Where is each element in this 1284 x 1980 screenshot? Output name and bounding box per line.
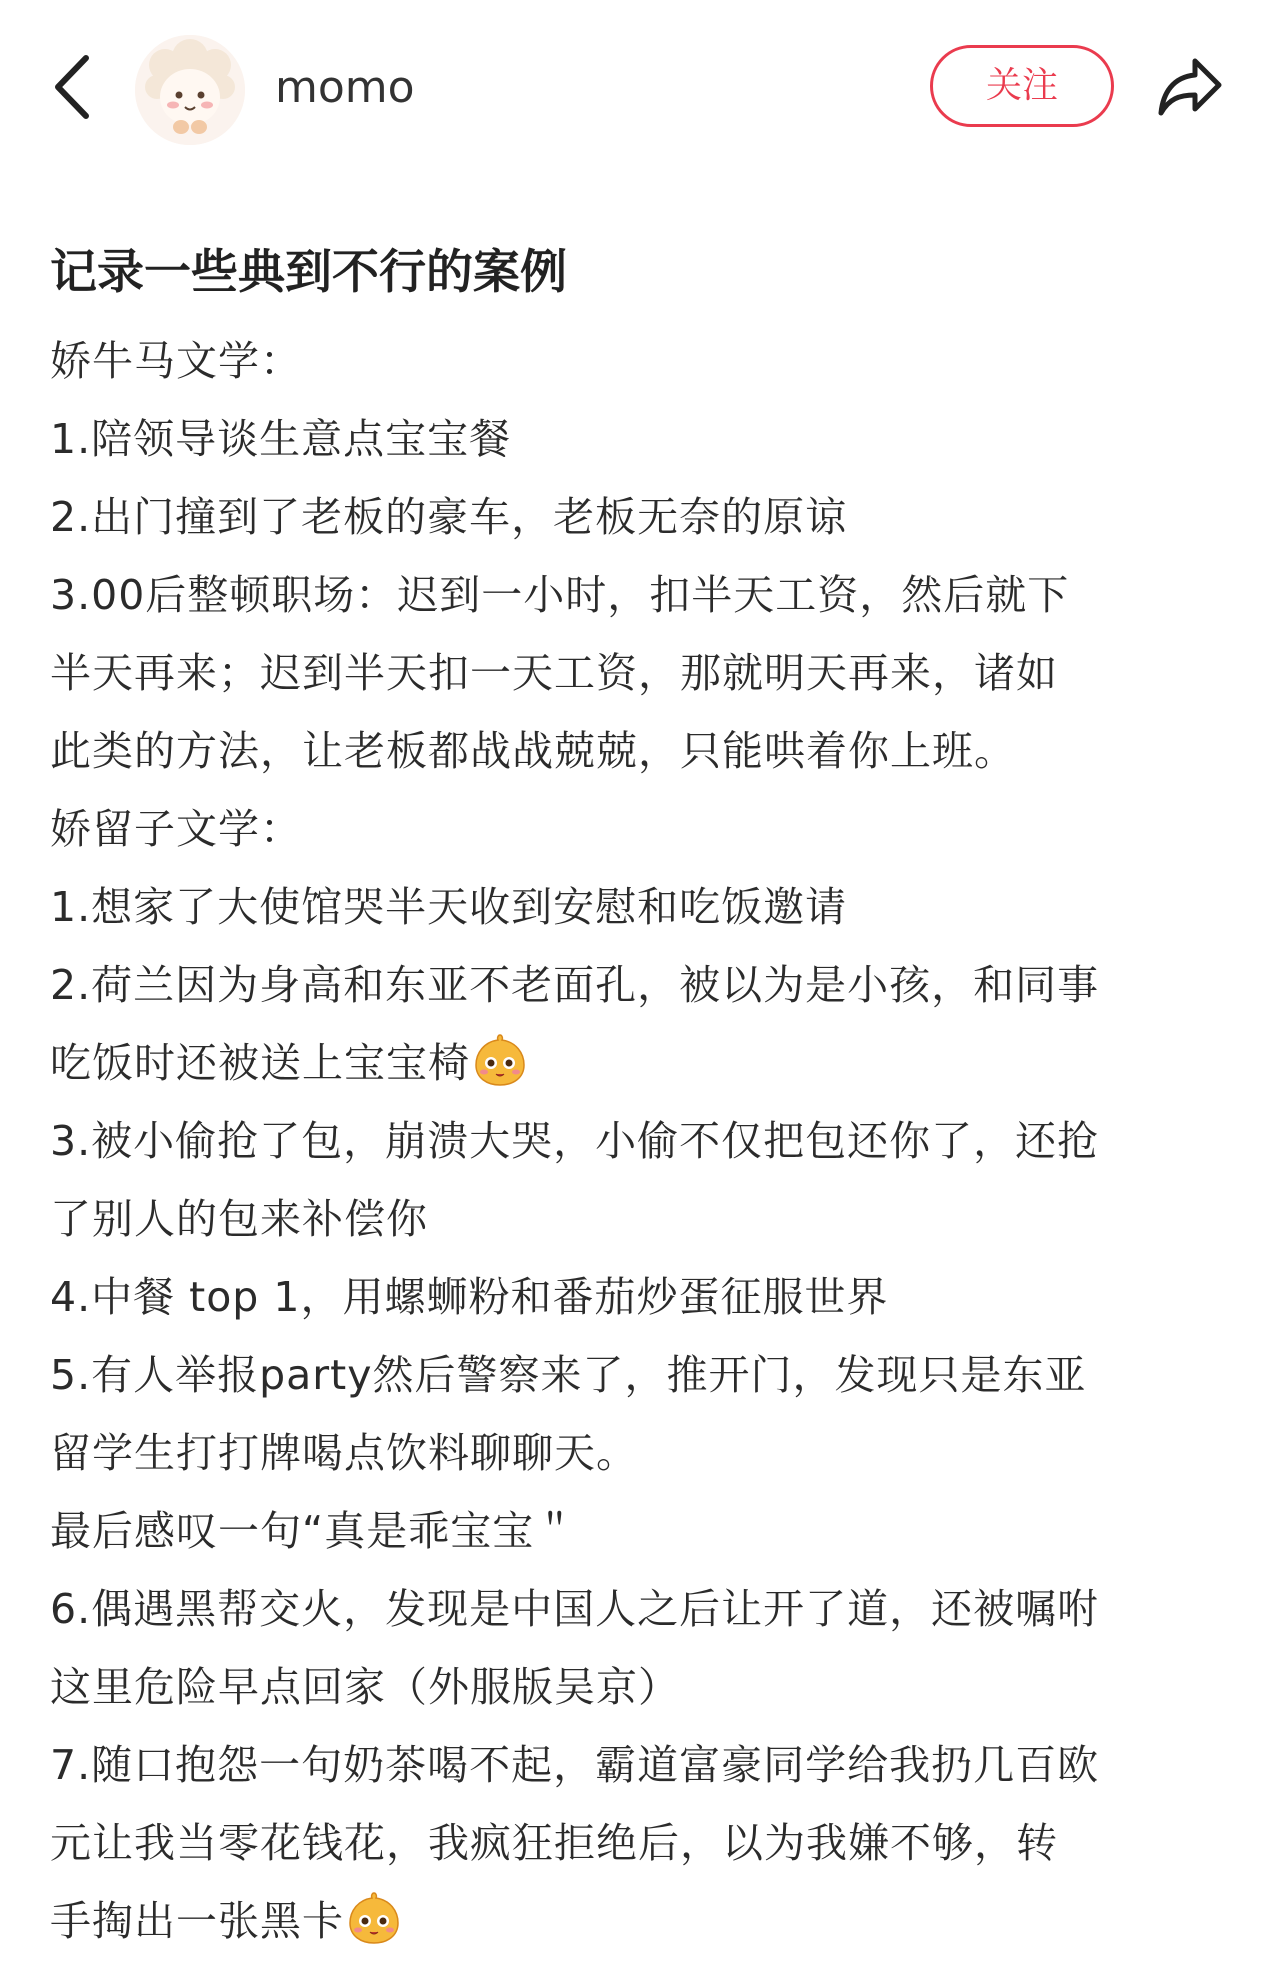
cute-face-emoji-icon <box>472 1031 528 1087</box>
post-line: 5.有人举报party然后警察来了，推开门，发现只是东亚 <box>50 1351 1087 1399</box>
post-line-with-emoji <box>50 1024 1250 1102</box>
author-name[interactable]: momo <box>275 62 415 113</box>
post-line: 了别人的包来补偿你 <box>50 1195 428 1243</box>
follow-button[interactable]: 关注 <box>930 45 1114 127</box>
post-line: 半天再来；迟到半天扣一天工资，那就明天再来，诸如 <box>50 649 1058 697</box>
post-line-with-emoji <box>50 1882 1250 1960</box>
post-line: 娇牛马文学： <box>50 337 302 385</box>
post-line: 娇留子文学： <box>50 805 302 853</box>
post-content <box>50 238 1250 1960</box>
post-line: 此类的方法，让老板都战战兢兢，只能哄着你上班。 <box>50 727 1016 775</box>
post-line: 这里危险早点回家（外服版吴京） <box>50 1663 680 1711</box>
post-line: 留学生打打牌喝点饮料聊聊天。 <box>50 1429 638 1477</box>
chevron-left-icon <box>48 52 98 122</box>
cute-face-emoji-icon <box>346 1889 402 1945</box>
post-line: 3.被小偷抢了包，崩溃大哭，小偷不仅把包还你了，还抢 <box>50 1117 1100 1165</box>
post-line-text: 手掏出一张黑卡 <box>50 1897 344 1945</box>
post-line: 3.00后整顿职场：迟到一小时，扣半天工资，然后就下 <box>50 571 1070 619</box>
share-button[interactable] <box>1155 55 1225 119</box>
post-line: 元让我当零花钱花，我疯狂拒绝后，以为我嫌不够，转 <box>50 1819 1058 1867</box>
top-bar <box>0 0 1284 175</box>
avatar[interactable] <box>135 35 245 145</box>
post-line: 7.随口抱怨一句奶茶喝不起，霸道富豪同学给我扔几百欧 <box>50 1741 1100 1789</box>
sheep-avatar-icon <box>135 35 245 145</box>
post-line: 6.偶遇黑帮交火，发现是中国人之后让开了道，还被嘱咐 <box>50 1585 1100 1633</box>
post-line: 1.想家了大使馆哭半天收到安慰和吃饭邀请 <box>50 883 848 931</box>
share-arrow-icon <box>1155 55 1225 119</box>
post-line: 4.中餐 top 1，用螺蛳粉和番茄炒蛋征服世界 <box>50 1273 889 1321</box>
post-line-text: 吃饭时还被送上宝宝椅 <box>50 1039 470 1087</box>
post-line: 2.荷兰因为身高和东亚不老面孔，被以为是小孩，和同事 <box>50 961 1100 1009</box>
back-button[interactable] <box>48 52 98 122</box>
post-line: 2.出门撞到了老板的豪车，老板无奈的原谅 <box>50 493 848 541</box>
post-line: 1.陪领导谈生意点宝宝餐 <box>50 415 512 463</box>
post-title: 记录一些典到不行的案例 <box>50 245 567 300</box>
post-line: 最后感叹一句“真是乖宝宝＂ <box>50 1507 577 1555</box>
